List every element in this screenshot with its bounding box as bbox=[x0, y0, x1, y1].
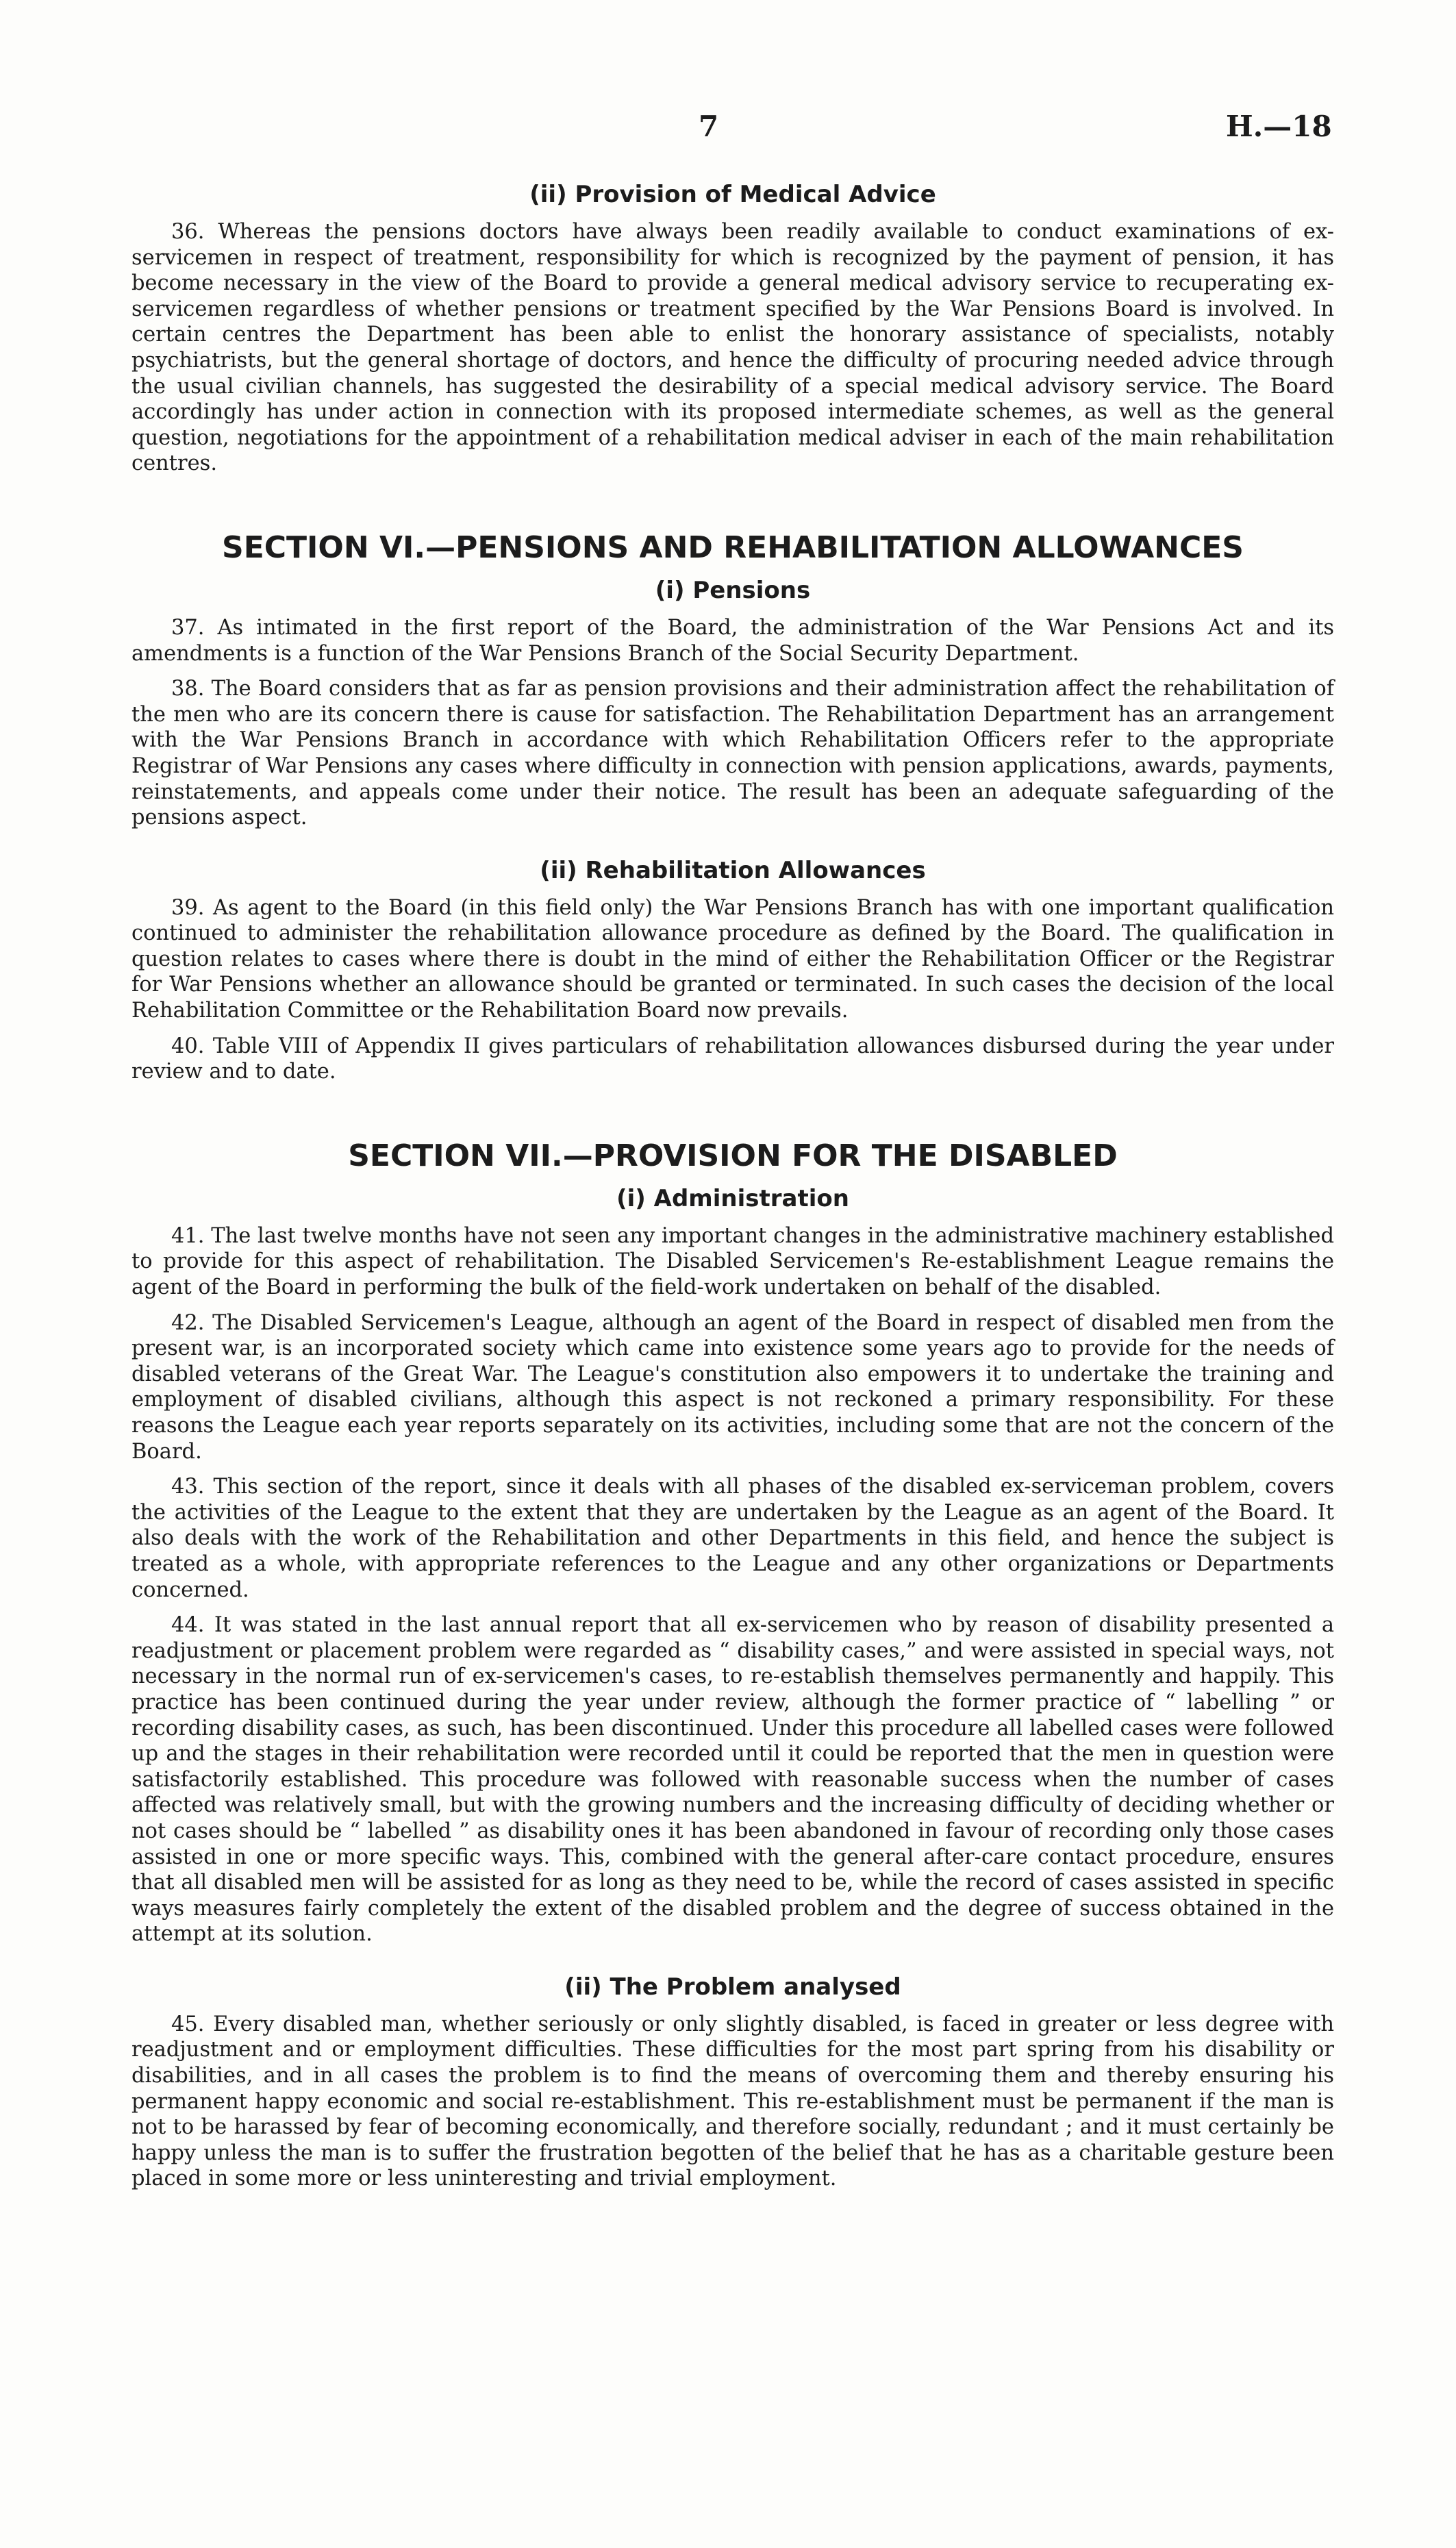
heading-pensions: (i) Pensions bbox=[655, 576, 811, 604]
paragraph-45: 45. Every disabled man, whether seriously or only slightly disabled, is faced in greater or less degree with readjustment and or employment difficulties. These difficulties for the most part spring from his disability or disabilities, and in all cases the problem is to find the means of overcoming them and thereby ensuring his permanent happy economic and social re-establishment. This re-establishment must be permanent if the man is not to be harassed by fear of becoming economically, and therefore socially, redundant ; and it must certainly be happy unless the man is to suffer the frustration begotten of the belief that he has as a charitable gesture been placed in some more or less uninteresting and trivial employment. bbox=[131, 2012, 1334, 2191]
heading-section-vi: SECTION VI.—PENSIONS AND REHABILITATION ALLOWANCES bbox=[222, 529, 1244, 565]
paragraph-37: 37. As intimated in the first report of the Board, the administration of the War Pensions Act and its amendments is a function of the War Pensions Branch of the Social Security Department. bbox=[131, 615, 1334, 666]
paragraph-44: 44. It was stated in the last annual report that all ex-servicemen who by reason of disability presented a readjustment or placement problem were regarded as “ disability cases,” and were assisted in special ways, not necessary in the normal run of ex-servicemen's cases, to re-establish themselves permanently and happily. This practice has been continued during the year under review, although the former practice of “ labelling ” or recording disability cases, as such, has been discontinued. Under this procedure all labelled cases were followed up and the stages in their rehabilitation were recorded until it could be reported that the men in question were satisfactorily established. This procedure was followed with reasonable success when the number of cases affected was relatively small, but with the growing numbers and the increasing difficulty of deciding whether or not cases should be “ labelled ” as disability ones it has been abandoned in favour of recording only those cases assisted in one or more specific ways. This, combined with the general after-care contact procedure, ensures that all disabled men will be assisted for as long as they need to be, while the record of cases assisted in specific ways measures fairly completely the extent of the disabled problem and the degree of success obtained in the attempt at its solution. bbox=[131, 1613, 1334, 1947]
paragraph-41: 41. The last twelve months have not seen any important changes in the administrative machinery established to provide for this aspect of rehabilitation. The Disabled Servicemen's Re-establishment League remains the agent of the Board in performing the bulk of the field-work undertaken on behalf of the disabled. bbox=[131, 1223, 1334, 1300]
heading-medical-advice: (ii) Provision of Medical Advice bbox=[529, 181, 936, 208]
page-header bbox=[0, 110, 1456, 151]
paragraph-38: 38. The Board considers that as far as pension provisions and their administration affect the rehabilitation of the men who are its concern there is cause for satisfaction. The Rehabilitation Department has an arrangement with the War Pensions Branch in accordance with which Rehabilitation Officers refer to the appropriate Registrar of War Pensions any cases where difficulty in connection with pension applications, awards, payments, reinstatements, and appeals come under their notice. The result has been an adequate safeguarding of the pensions aspect. bbox=[131, 677, 1334, 830]
paragraph-43: 43. This section of the report, since it deals with all phases of the disabled ex-serviceman problem, covers the activities of the League to the extent that they are undertaken by the League as an agent of the Board. It also deals with the work of the Rehabilitation and other Departments in this field, and hence the subject is treated as a whole, with appropriate references to the League and any other organizations or Departments concerned. bbox=[131, 1475, 1334, 1602]
document-reference: H.—18 bbox=[1226, 110, 1332, 143]
page-number: 7 bbox=[699, 110, 719, 143]
heading-section-vii: SECTION VII.—PROVISION FOR THE DISABLED bbox=[348, 1138, 1118, 1173]
paragraph-39: 39. As agent to the Board (in this field only) the War Pensions Branch has with one important qualification continued to administer the rehabilitation allowance procedure as defined by the Board. The qualification in question relates to cases where there is doubt in the mind of either the Rehabilitation Officer or the Registrar for War Pensions whether an allowance should be granted or terminated. In such cases the decision of the local Rehabilitation Committee or the Rehabilitation Board now prevails. bbox=[131, 895, 1334, 1023]
paragraph-42: 42. The Disabled Servicemen's League, although an agent of the Board in respect of disabled men from the present war, is an incorporated society which came into existence some years ago to provide for the needs of disabled veterans of the Great War. The League's constitution also empowers it to undertake the training and employment of disabled civilians, although this aspect is not reckoned a primary responsibility. For these reasons the League each year reports separately on its activities, including some that are not the concern of the Board. bbox=[131, 1310, 1334, 1464]
heading-administration: (i) Administration bbox=[616, 1184, 849, 1212]
report-body bbox=[131, 179, 1334, 2201]
heading-problem-analysed: (ii) The Problem analysed bbox=[564, 1973, 901, 2001]
paragraph-36: 36. Whereas the pensions doctors have always been readily available to conduct examinations of ex-servicemen in respect of treatment, responsibility for which is recognized by the payment of pension, it has become necessary in the view of the Board to provide a general medical advisory service to recuperating ex-servicemen regardless of whether pensions or treatment specified by the War Pensions Board is involved. In certain centres the Department has been able to enlist the honorary assistance of specialists, notably psychiatrists, but the general shortage of doctors, and hence the difficulty of procuring needed advice through the usual civilian channels, has suggested the desirability of a special medical advisory service. The Board accordingly has under action in connection with its proposed intermediate schemes, as well as the general question, negotiations for the appointment of a rehabilitation medical adviser in each of the main rehabilitation centres. bbox=[131, 220, 1334, 476]
heading-rehabilitation-allowances: (ii) Rehabilitation Allowances bbox=[540, 856, 926, 884]
paragraph-40: 40. Table VIII of Appendix II gives particulars of rehabilitation allowances disbursed during the year under review and to date. bbox=[131, 1034, 1334, 1084]
